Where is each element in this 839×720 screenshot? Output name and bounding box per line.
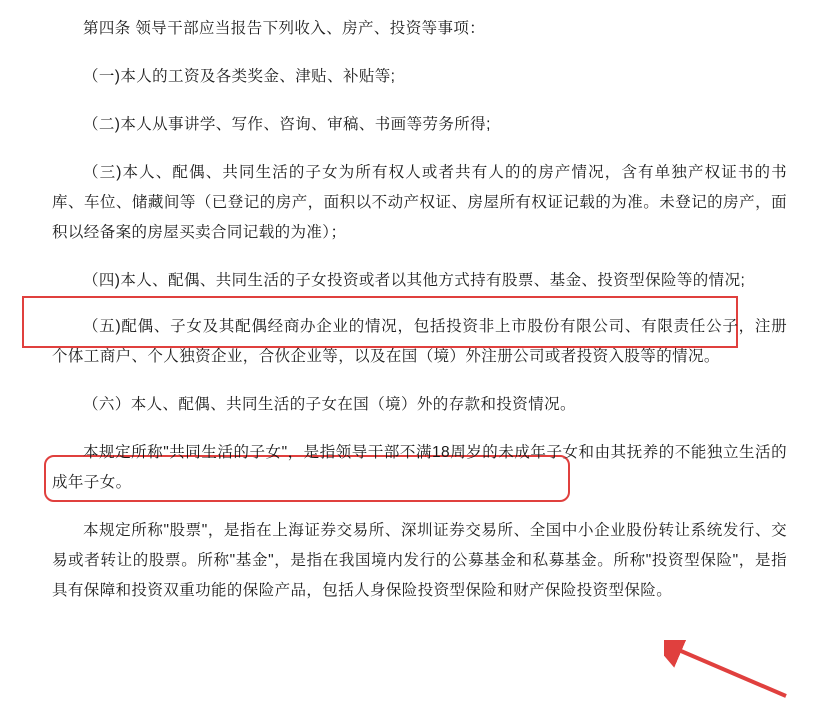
article-heading: 第四条 领导干部应当报告下列收入、房产、投资等事项：	[83, 20, 486, 37]
definition-stock-fund-insurance: 本规定所称"股票"，是指在上海证券交易所、深圳证券交易所、全国中小企业股份转让系统发行、交易或者转让的股票。所称"基金"，是指在我国境内发行的公募基金和私募基金。所称"投资型保险"，是指具有保障和投资双重功能的保险产品，包括人身保险投资型保险和财产保险投资型保险。	[52, 522, 787, 599]
clause-item-four: （四)本人、配偶、共同生活的子女投资或者以其他方式持有股票、基金、投资型保险等的情况;	[83, 272, 746, 289]
clause-item-five: （五)配偶、子女及其配偶经商办企业的情况，包括投资非上市股份有限公司、有限责任公子，注册个体工商户、个人独资企业，合伙企业等，以及在国（境）外注册公司或者投资入股等的情况。	[52, 318, 787, 365]
document-body	[52, 14, 787, 606]
pointer-arrow-icon	[664, 640, 790, 702]
clause-item-six: （六）本人、配偶、共同生活的子女在国（境）外的存款和投资情况。	[83, 396, 576, 413]
clause-item-three: （三)本人、配偶、共同生活的子女为所有权人或者共有人的的房产情况，含有单独产权证书的书库、车位、储藏间等（已登记的房产，面积以不动产权证、房屋所有权证记载的为准。未登记的房产，面积以经备案的房屋买卖合同记载的为准）；	[52, 164, 787, 241]
clause-item-two: （二)本人从事讲学、写作、咨询、审稿、书画等劳务所得;	[83, 116, 491, 133]
definition-children: 本规定所称"共同生活的子女"，是指领导干部不满18周岁的未成年子女和由其抚养的不能独立生活的成年子女。	[52, 444, 787, 491]
clause-item-one: （一)本人的工资及各类奖金、津贴、补贴等;	[83, 68, 396, 85]
